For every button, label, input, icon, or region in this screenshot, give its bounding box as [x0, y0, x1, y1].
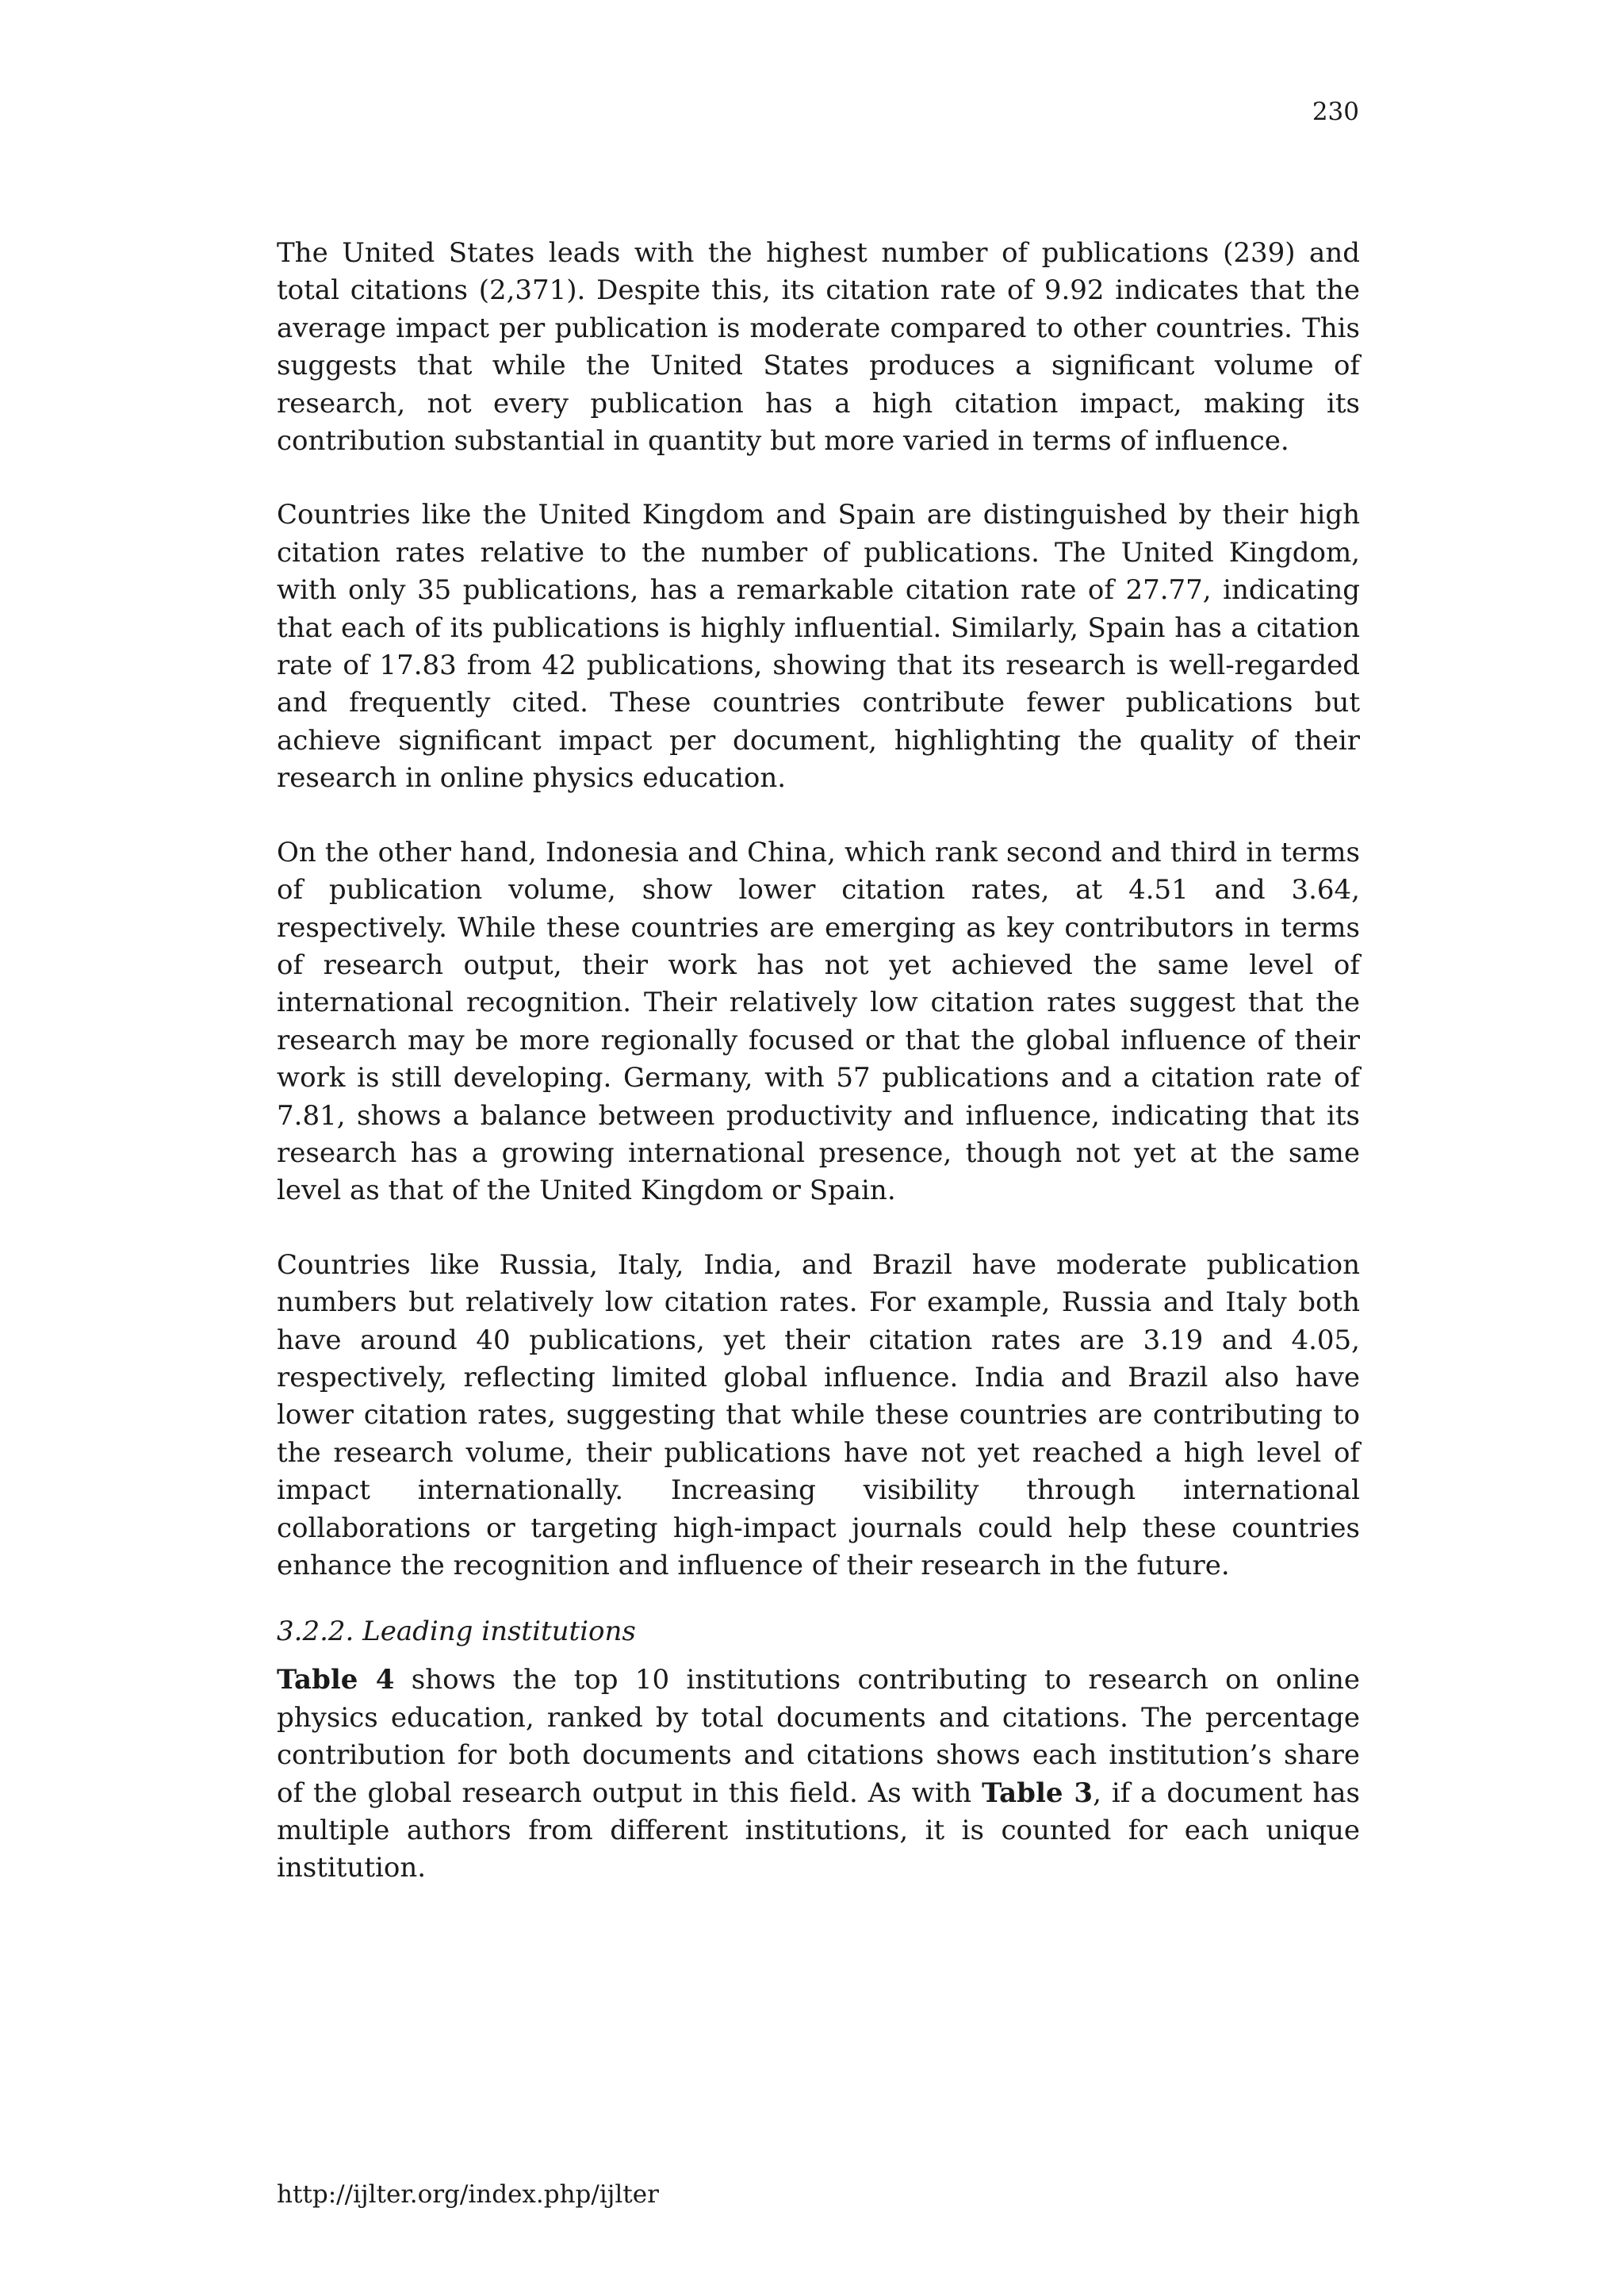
paragraph-leading-institutions	[277, 1662, 1360, 1887]
paragraph-russia-italy-india-brazil: Countries like Russia, Italy, India, and Brazil have moderate publication numbers but relatively low citation rates. For example, Russia and Italy both have around 40 publications, yet their citation rates are 3.19 and 4.05, respectively, reflecting limited global influence. India and Brazil also have lower citation rates, suggesting that while these countries are contributing to the research volume, their publications have not yet reached a high level of impact internationally. Increasing visibility through international collaborations or targeting high-impact journals could help these countries enhance the recognition and influence of their research in the future.	[277, 1248, 1360, 1581]
paragraph-text-part: shows the top 10 institutions contributing to research on online physics education, ranked by total documents and citations. The percentage contribution for both documents and citations shows each institution’s share of the global research output in this field. As with	[277, 1664, 1360, 1809]
paragraph-indonesia-china: On the other hand, Indonesia and China, which rank second and third in terms of publication volume, show lower citation rates, at 4.51 and 3.64, respectively. While these countries are emerging as key contributors in terms of research output, their work has not yet achieved the same level of international recognition. Their relatively low citation rates suggest that the research may be more regionally focused or that the global influence of their work is still developing. Germany, with 57 publications and a citation rate of 7.81, shows a balance between productivity and influence, indicating that its research has a growing international presence, though not yet at the same level as that of the United Kingdom or Spain.	[277, 836, 1360, 1207]
subsection-heading-leading-institutions: 3.2.2. Leading institutions	[277, 1616, 636, 1648]
paragraph-united-states: The United States leads with the highest number of publications (239) and total citations (2,371). Despite this, its citation rate of 9.92 indicates that the average impact per publication is moderate compared to other countries. This suggests that while the United States produces a significant volume of research, not every publication has a high citation impact, making its contribution substantial in quantity but more varied in terms of influence.	[277, 237, 1360, 458]
page-number: 230	[1312, 98, 1359, 126]
table-3-reference: Table 3	[982, 1777, 1094, 1809]
footer-url[interactable]: http://ijlter.org/index.php/ijlter	[277, 2180, 659, 2209]
table-4-reference: Table 4	[277, 1664, 395, 1696]
paragraph-uk-spain: Countries like the United Kingdom and Spain are distinguished by their high citation rates relative to the number of publications. The United Kingdom, with only 35 publications, has a remarkable citation rate of 27.77, indicating that each of its publications is highly influential. Similarly, Spain has a citation rate of 17.83 from 42 publications, showing that its research is well-regarded and frequently cited. These countries contribute fewer publications but achieve significant impact per document, highlighting the quality of their research in online physics education.	[277, 499, 1360, 795]
paragraph-text-part: , if a document has multiple authors from different institutions, it is counted for each unique institution.	[277, 1777, 1360, 1884]
article-body	[277, 235, 1360, 1888]
